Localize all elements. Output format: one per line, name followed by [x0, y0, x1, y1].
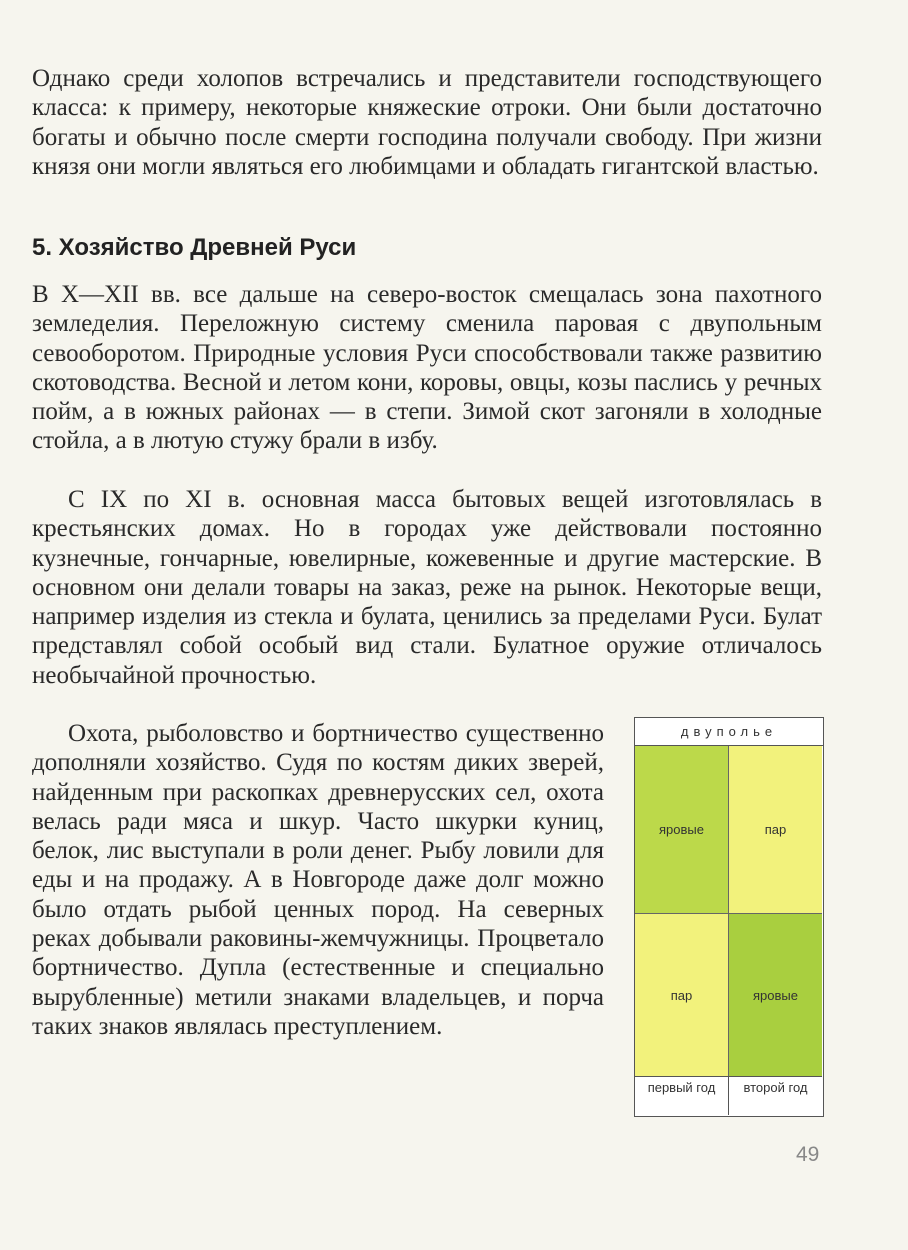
paragraph-agriculture: В X—XII вв. все дальше на северо-восток смещалась зона пахотного земледелия. Переложную систему сменила паровая с двупольным севооборотом. Природные условия Руси способствовали также развитию скотоводства. Весной и летом кони, коровы, овцы, козы паслись у речных пойм, а в южных районах — в степи. Зимой скот загоняли в холодные стойла, а в лютую стужу брали в избу.	[32, 281, 822, 455]
diagram-title: двуполье	[635, 718, 823, 746]
cell-year1-fallow: пар	[635, 914, 729, 1076]
paragraph-crafts: С IX по XI в. основная масса бытовых вещей изготовлялась в крестьянских домах. Но в городах уже действовали постоянно кузнечные, гончарные, ювелирные, кожевенные и другие мастерские. В основном они делали товары на заказ, реже на рынок. Некоторые вещи, например изделия из стекла и булата, ценились за пределами Руси. Булат представлял собой особый вид стали. Булатное оружие отличалось необычайной прочностью.	[32, 486, 822, 689]
cell-year1-spring: яровые	[635, 746, 729, 914]
paragraph-serfs: Однако среди холопов встречались и представители господствующего класса: к примеру, некоторые княжеские отроки. Они были достаточно богаты и обычно после смерти господина получали свободу. При жизни князя они могли являться его любимцами и обладать гигантской властью.	[32, 65, 822, 180]
page-number: 49	[796, 1143, 820, 1166]
two-field-diagram	[634, 717, 824, 1117]
paragraph-hunting: Охота, рыболовство и бортничество существенно дополняли хозяйство. Судя по костям диких зверей, найденным при раскопках древнерусских сел, охота велась ради мяса и шкур. Часто шкурки куниц, белок, лис выступали в роли денег. Рыбу ловили для еды и на продажу. А в Новгороде даже долг можно было отдать рыбой ценных пород. На северных реках добывали раковины-жемчужницы. Процветало бортничество. Дупла (естественные и специально вырубленные) метили знаками владельцев, и порча таких знаков являлась преступлением.	[32, 720, 604, 1040]
year-label-second: второй год	[729, 1076, 822, 1115]
cell-year2-spring: яровые	[729, 914, 822, 1076]
section-heading: 5. Хозяйство Древней Руси	[32, 234, 357, 261]
year-label-first: первый год	[635, 1076, 729, 1115]
cell-year2-fallow: пар	[729, 746, 822, 914]
